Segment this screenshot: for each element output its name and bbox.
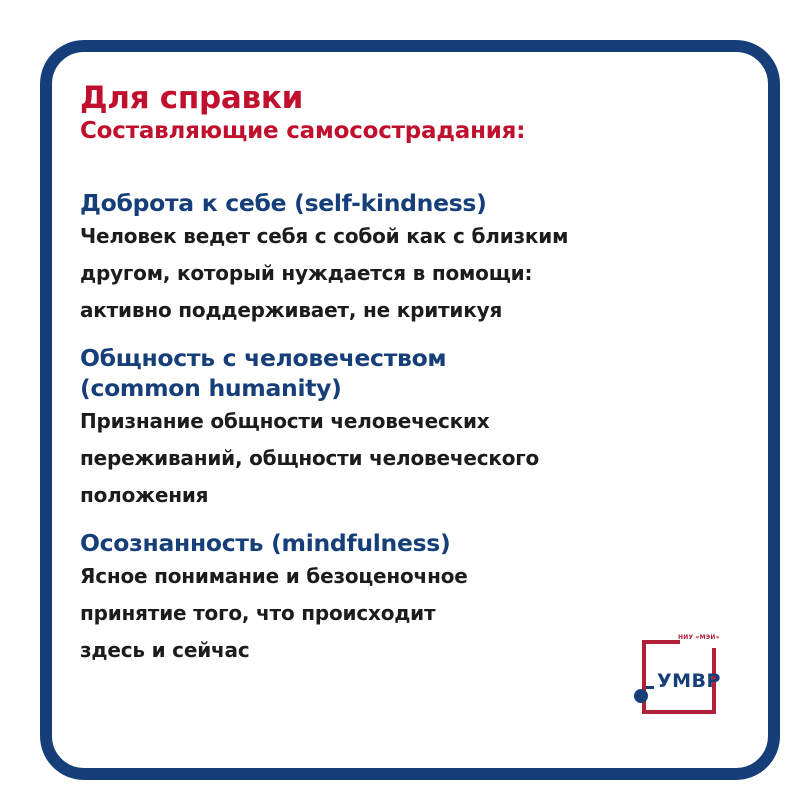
section-body-line: Человек ведет себя с собой как с близким [80,224,569,248]
logo-connector [646,686,654,689]
section-body-line: Признание общности человеческих [80,409,490,433]
logo-main-text: УМВР [657,670,721,692]
section-heading [80,343,700,403]
section-body-line: Ясное понимание и безоценочное [80,564,468,588]
umvr-logo [632,632,722,722]
section-heading-line: (common humanity) [80,374,342,402]
section-body [80,558,700,669]
section-body-line: положения [80,483,209,507]
section-body-line: активно поддерживает, не критикуя [80,298,503,322]
section-heading-line: Доброта к себе (self-kindness) [80,189,487,217]
card-title: Для справки [80,80,303,116]
section-body-line: другом, который нуждается в помощи: [80,261,533,285]
section-body-line: принятие того, что происходит [80,601,436,625]
logo-dot-icon [634,689,648,703]
section-heading-line: Общность с человечеством [80,344,447,372]
section-heading [80,188,700,218]
section-body-line: переживаний, общности человеческого [80,446,540,470]
logo-university-text: НИУ «МЭИ» [678,634,720,641]
section-body-line: здесь и сейчас [80,638,250,662]
section-mindfulness [80,528,700,669]
section-heading-line: Осознанность (mindfulness) [80,529,451,557]
section-common-humanity [80,343,700,514]
section-body [80,403,700,514]
section-body [80,218,700,329]
section-self-kindness [80,188,700,329]
card-content [80,80,700,683]
section-heading [80,528,700,558]
card-subtitle: Составляющие самосострадания: [80,118,526,144]
